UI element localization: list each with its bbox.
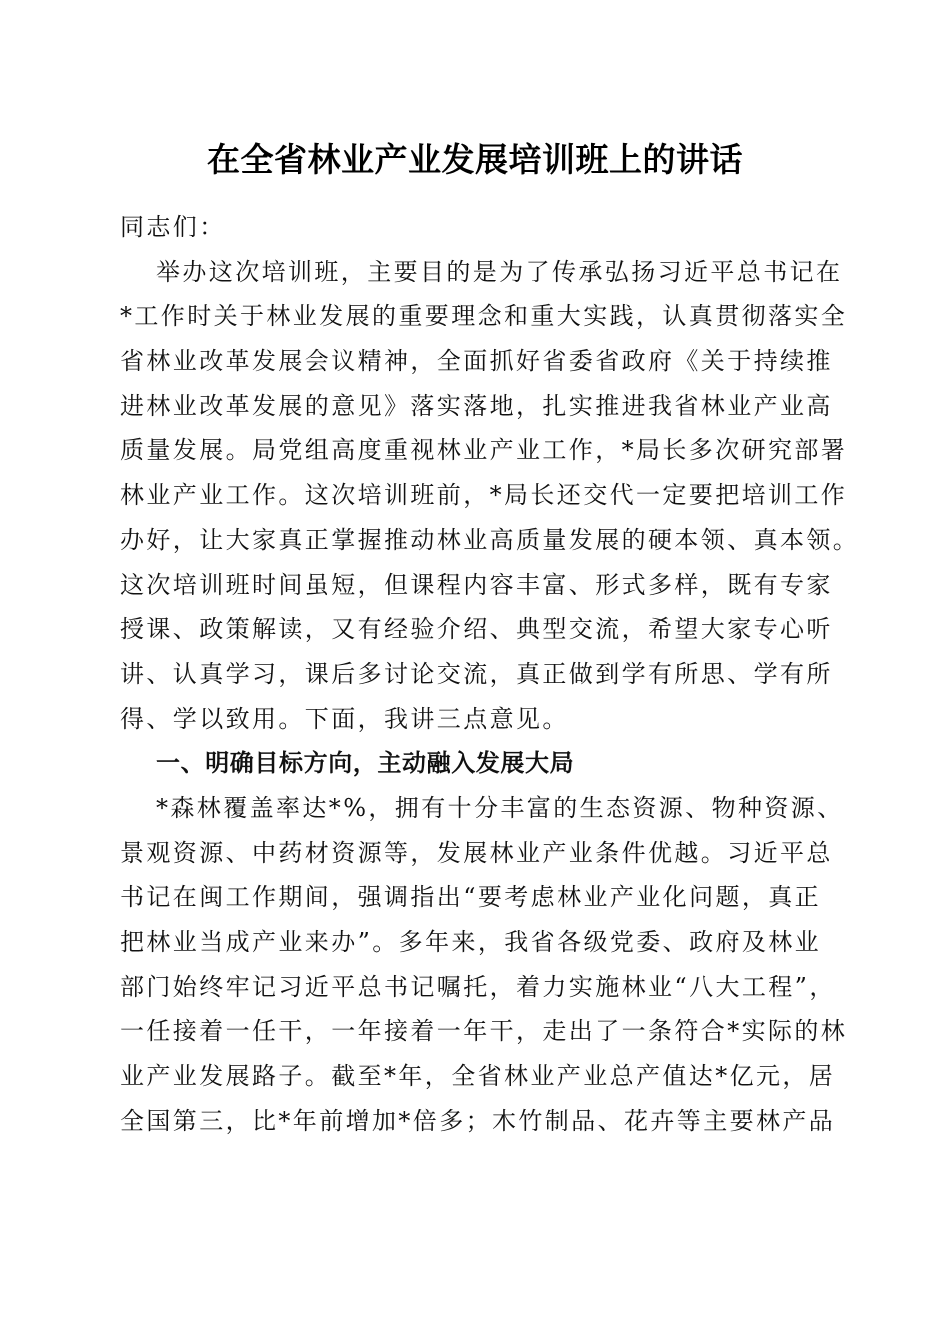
paragraph-line: 一任接着一任干，一年接着一年干，走出了一条符合*实际的林 [120,1017,848,1046]
paragraph-line: 质量发展。局党组高度重视林业产业工作，*局长多次研究部署 [120,436,848,465]
paragraph-line: 部门始终牢记习近平总书记嘱托，着力实施林业“八大工程”， [120,972,836,1001]
document-body [120,205,860,1143]
paragraph-line: 办好，让大家真正掌握推动林业高质量发展的硬本领、真本领。 [120,525,860,554]
paragraph-line: 全国第三，比*年前增加*倍多；木竹制品、花卉等主要林产品 [120,1106,836,1135]
salutation: 同志们： [120,213,226,241]
paragraph-line: *森林覆盖率达*%，拥有十分丰富的生态资源、物种资源、 [156,793,844,822]
paragraph-line: 把林业当成产业来办”。多年来，我省各级党委、政府及林业 [120,928,822,956]
paragraph-line: 林业产业工作。这次培训班前，*局长还交代一定要把培训工作 [120,481,848,510]
paragraph-line: 进林业改革发展的意见》落实落地，扎实推进我省林业产业高 [120,391,833,420]
paragraph-line: 省林业改革发展会议精神，全面抓好省委省政府《关于持续推 [120,347,833,376]
paragraph-line: 得、学以致用。下面，我讲三点意见。 [120,704,569,733]
document-title: 在全省林业产业发展培训班上的讲话 [207,140,743,179]
paragraph-line: 业产业发展路子。截至*年，全省林业产业总产值达*亿元，居 [120,1062,836,1091]
paragraph-line: 举办这次培训班，主要目的是为了传承弘扬习近平总书记在 [156,257,843,286]
section-heading: 一、明确目标方向，主动融入发展大局 [156,749,575,778]
paragraph-line: *工作时关于林业发展的重要理念和重大实践，认真贯彻落实全 [120,302,848,331]
paragraph-line: 景观资源、中药材资源等，发展林业产业条件优越。习近平总 [120,838,833,867]
paragraph-line: 讲、认真学习，课后多讨论交流，真正做到学有所思、学有所 [120,659,833,688]
paragraph-line: 书记在闽工作期间，强调指出“要考虑林业产业化问题，真正 [120,883,822,912]
paragraph-line: 这次培训班时间虽短，但课程内容丰富、形式多样，既有专家 [120,570,833,599]
paragraph-line: 授课、政策解读，又有经验介绍、典型交流，希望大家专心听 [120,615,833,644]
